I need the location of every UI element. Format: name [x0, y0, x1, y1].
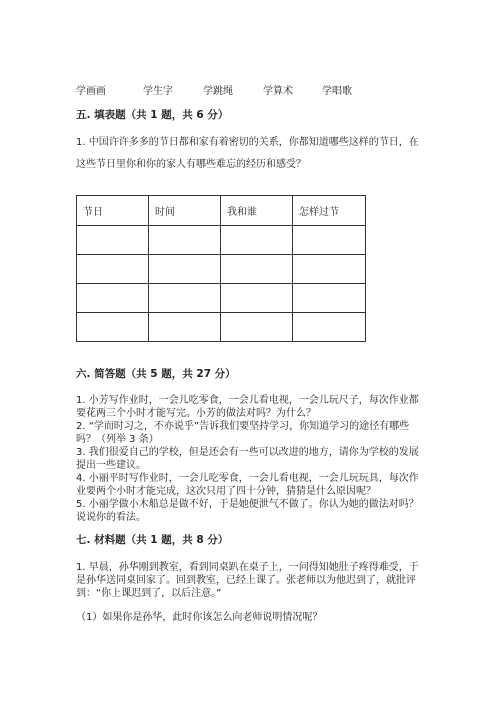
option-item: 学唱歌 [322, 86, 352, 97]
table-cell[interactable] [293, 255, 366, 284]
option-item: 学跳绳 [203, 86, 233, 97]
question-text: 到：“你上课迟到了，以后注意。” [76, 588, 222, 599]
question-text: 是孙华送同桌回家了。回到教室，已经上课了。张老师以为他迟到了，就批评 [76, 575, 416, 586]
table-cell[interactable] [77, 226, 149, 255]
table-cell[interactable] [149, 313, 221, 342]
table-cell[interactable] [293, 284, 366, 313]
table-header-cell: 怎样过节 [293, 196, 366, 226]
table-cell[interactable] [293, 226, 366, 255]
table-header-row [77, 196, 366, 226]
table-cell[interactable] [149, 284, 221, 313]
table-cell[interactable] [149, 226, 221, 255]
table-row [77, 255, 366, 284]
question-text: 5. 小丽学做小木船总是做不好，于是她便泄气不做了。你认为她的做法对吗？ [76, 499, 419, 510]
fill-in-table [76, 195, 366, 342]
table-header-cell: 节日 [77, 196, 149, 226]
table-cell[interactable] [221, 313, 293, 342]
option-item: 学算术 [263, 86, 293, 97]
question-text: 这些节日里你和你的家人有哪些难忘的经历和感受？ [76, 159, 306, 170]
question-text: 提出一些建议。 [76, 460, 146, 471]
section-heading: 五. 填表题（共 1 题，共 6 分） [76, 109, 229, 121]
section-heading: 六. 简答题（共 5 题，共 27 分） [76, 368, 236, 380]
table-cell[interactable] [221, 284, 293, 313]
question-text: 2. “学而时习之，不亦说乎”告诉我们要坚持学习，你知道学习的途径有哪些 [76, 421, 410, 432]
question-text: 要花两三个小时才能写完。小芳的做法对吗？为什么？ [76, 408, 316, 419]
table-cell[interactable] [77, 284, 149, 313]
table-row [77, 313, 366, 342]
sub-question-text: （1）如果你是孙华，此时你该怎么向老师说明情况呢？ [76, 612, 323, 623]
table-header-cell: 我和谁 [221, 196, 293, 226]
table-cell[interactable] [77, 255, 149, 284]
table-cell[interactable] [77, 313, 149, 342]
question-text: 说说你的看法。 [76, 512, 146, 523]
table-cell[interactable] [293, 313, 366, 342]
question-text: 业要两个小时才能完成，这次只用了四十分钟，猜猜是什么原因呢？ [76, 486, 376, 497]
question-text: 1. 小芳写作业时，一会儿吃零食，一会儿看电视，一会儿玩尺子，每次作业都 [76, 395, 419, 406]
option-item: 学画画 [76, 86, 106, 97]
table-header-cell: 时间 [149, 196, 221, 226]
table-cell[interactable] [221, 226, 293, 255]
question-text: 3. 我们很爱自己的学校，但是还会有一些可以改进的地方，请你为学校的发展 [76, 447, 419, 458]
table-cell[interactable] [221, 255, 293, 284]
option-item: 学生字 [143, 86, 173, 97]
section-heading: 七. 材料题（共 1 题，共 8 分） [76, 534, 229, 546]
question-text: 4. 小丽平时写作业时，一会儿吃零食，一会儿看电视，一会儿玩玩具，每次作 [76, 473, 419, 484]
question-text: 1. 中国许许多多的节日都和家有着密切的关系，你都知道哪些这样的节日，在 [76, 137, 419, 148]
table-row [77, 226, 366, 255]
question-text: 1. 早晨，孙华刚到教室，看到同桌趴在桌子上，一问得知她肚子疼得难受，于 [76, 562, 419, 573]
question-text: 吗？（列举 3 条） [76, 434, 159, 445]
table-row [77, 284, 366, 313]
table-cell[interactable] [149, 255, 221, 284]
